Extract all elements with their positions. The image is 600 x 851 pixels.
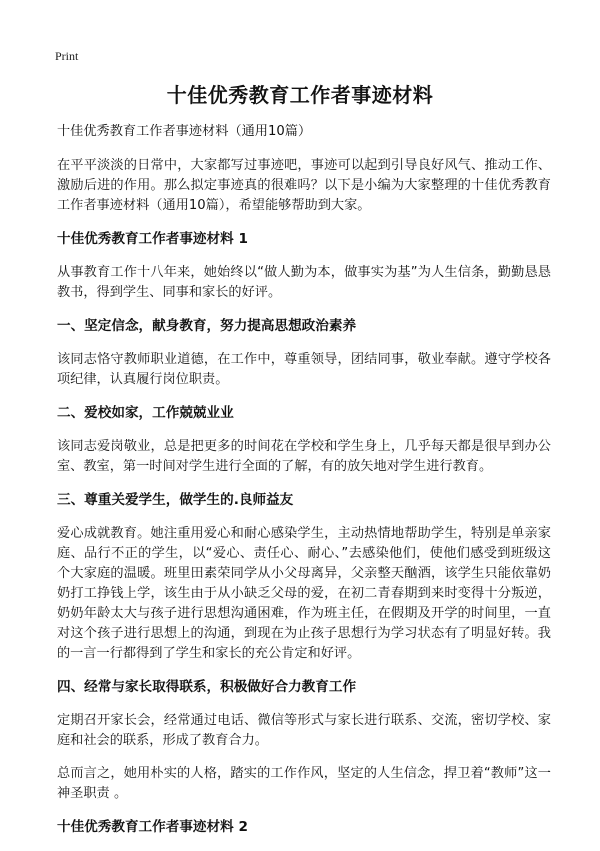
section-1-intro-paragraph: 从事教育工作十八年来，她始终以“做人勤为本，做事实为基”为人生信条，勤勤恳恳教书，得到学生、同事和家长的好评。 — [57, 265, 551, 300]
part-1-paragraph: 该同志恪守教师职业道德，在工作中，尊重领导，团结同事，敬业奉献。遵守学校各项纪律，认真履行岗位职责。 — [57, 352, 551, 387]
article-body — [57, 122, 551, 851]
article-subtitle: 十佳优秀教育工作者事迹材料（通用10篇） — [57, 124, 312, 139]
print-link[interactable]: Print — [55, 49, 79, 63]
part-2-paragraph: 该同志爱岗敬业，总是把更多的时间花在学校和学生身上，几乎每天都是很早到办公室、教室，第一时间对学生进行全面的了解，有的放矢地对学生进行教育。 — [57, 439, 551, 474]
part-3-heading: 三、尊重关爱学生，做学生的.良师益友 — [57, 492, 294, 508]
conclusion-paragraph: 总而言之，她用朴实的人格，踏实的工作作风，坚定的人生信念，捍卫着“教师”这一神圣职责 。 — [57, 766, 551, 801]
part-3-paragraph: 爱心成就教育。她注重用爱心和耐心感染学生，主动热情地帮助学生，特别是单亲家庭、品行不正的学生，以“爱心、责任心、耐心、”去感染他们，使他们感受到班级这个大家庭的温暖。班里田素荣同学从小父母离异，父亲整天酗酒，该学生只能依靠奶奶打工挣钱上学，该生由于从小缺乏父母的爱，在初二青春期到来时变得十分叛逆，奶奶年龄太大与孩子进行思想沟通困难，作为班主任，在假期及开学的时间里，一直对这个孩子进行思想上的沟通，到现在为止孩子思想行为学习状态有了明显好转。我的一言一行都得到了学生和家长的充公肯定和好评。 — [57, 526, 551, 661]
page-title: 十佳优秀教育工作者事迹材料 — [166, 83, 434, 107]
part-2-heading: 二、爱校如家，工作兢兢业业 — [57, 405, 234, 421]
section-2-heading: 十佳优秀教育工作者事迹材料 2 — [57, 819, 248, 835]
part-4-heading: 四、经常与家长取得联系，积极做好合力教育工作 — [57, 679, 357, 695]
section-1-heading: 十佳优秀教育工作者事迹材料 1 — [57, 231, 248, 247]
part-4-paragraph: 定期召开家长会，经常通过电话、微信等形式与家长进行联系、交流，密切学校、家庭和社会的联系，形成了教育合力。 — [57, 713, 551, 748]
part-1-heading: 一、坚定信念，献身教育，努力提高思想政治素养 — [57, 318, 357, 334]
intro-paragraph: 在平平淡淡的日常中，大家都写过事迹吧，事迹可以起到引导良好风气、推动工作、激励后进的作用。那么拟定事迹真的很难吗？以下是小编为大家整理的十佳优秀教育工作者事迹材料（通用10篇），希望能够帮助到大家。 — [57, 158, 551, 213]
